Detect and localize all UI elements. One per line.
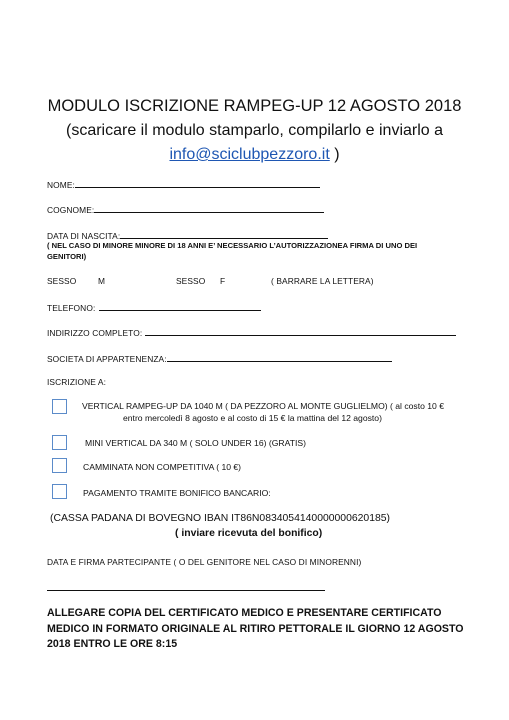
option-camminata-checkbox[interactable] xyxy=(52,458,67,473)
societa-input-line[interactable] xyxy=(167,352,392,362)
nome-label: NOME: xyxy=(47,180,75,190)
option-mini-vertical-label: MINI VERTICAL DA 340 M ( SOLO UNDER 16) (GRATIS) xyxy=(85,438,306,448)
email-line xyxy=(0,146,509,164)
telefono-input-line[interactable] xyxy=(99,301,261,311)
email-link[interactable]: info@sciclubpezzoro.it xyxy=(169,146,330,163)
indirizzo-input-line[interactable] xyxy=(145,326,456,336)
option-bonifico-checkbox[interactable] xyxy=(52,484,67,499)
societa-label: SOCIETA DI APPARTENENZA: xyxy=(47,354,167,364)
telefono-label: TELEFONO: xyxy=(47,303,96,313)
email-suffix: ) xyxy=(329,146,340,163)
data-nascita-input-line[interactable] xyxy=(120,229,328,239)
indirizzo-label: INDIRIZZO COMPLETO: xyxy=(47,328,143,338)
cognome-label: COGNOME: xyxy=(47,205,95,215)
cognome-row xyxy=(47,203,324,215)
option-vertical-line1: VERTICAL RAMPEG-UP DA 1040 M ( DA PEZZORO AL MONTE GUGLIELMO) ( al costo 10 € xyxy=(82,401,444,411)
signature-label: DATA E FIRMA PARTECIPANTE ( O DEL GENITORE NEL CASO DI MINORENNI) xyxy=(47,557,362,567)
option-mini-vertical-checkbox[interactable] xyxy=(52,435,67,450)
cognome-input-line[interactable] xyxy=(94,203,324,213)
medical-certificate-notice: ALLEGARE COPIA DEL CERTIFICATO MEDICO E PRESENTARE CERTIFICATO MEDICO IN FORMATO ORIGINALE AL RITIRO PETTORALE IL GIORNO 12 AGOSTO 2018 ENTRO LE ORE 8:15 xyxy=(47,607,464,650)
option-vertical-checkbox[interactable] xyxy=(52,399,67,414)
societa-row xyxy=(47,352,392,364)
nome-row xyxy=(47,178,320,190)
telefono-row xyxy=(47,301,261,313)
option-bonifico-label: PAGAMENTO TRAMITE BONIFICO BANCARIO: xyxy=(83,488,271,498)
option-camminata-label: CAMMINATA NON COMPETITIVA ( 10 €) xyxy=(83,462,242,472)
form-subtitle: (scaricare il modulo stamparlo, compilarlo e inviarlo a xyxy=(65,122,444,139)
iscrizione-label: ISCRIZIONE A: xyxy=(47,377,107,387)
signature-line[interactable] xyxy=(47,589,325,591)
minor-note-2: GENITORI) xyxy=(47,252,87,261)
sesso-m[interactable]: M xyxy=(98,276,106,286)
bank-note: ( inviare ricevuta del bonifico) xyxy=(175,528,323,539)
sesso-hint: ( BARRARE LA LETTERA) xyxy=(271,276,374,286)
sesso-label-2: SESSO xyxy=(176,276,206,286)
sesso-label: SESSO xyxy=(47,276,77,286)
bank-details: (CASSA PADANA DI BOVEGNO IBAN IT86N0834054140000000620185) xyxy=(50,513,391,524)
sesso-f[interactable]: F xyxy=(220,276,226,286)
indirizzo-row xyxy=(47,326,456,338)
nome-input-line[interactable] xyxy=(75,178,320,188)
option-vertical-line2: entro mercoledì 8 agosto e al costo di 15 € la mattina del 12 agosto) xyxy=(123,413,382,423)
data-nascita-row xyxy=(47,229,328,241)
form-title: MODULO ISCRIZIONE RAMPEG-UP 12 AGOSTO 2018 xyxy=(47,97,462,115)
minor-note: ( NEL CASO DI MINORE MINORE DI 18 ANNI E’ NECESSARIO L’AUTORIZZAZIONEA FIRMA DI UNO DEI xyxy=(47,241,418,250)
data-nascita-label: DATA DI NASCITA: xyxy=(47,231,121,241)
